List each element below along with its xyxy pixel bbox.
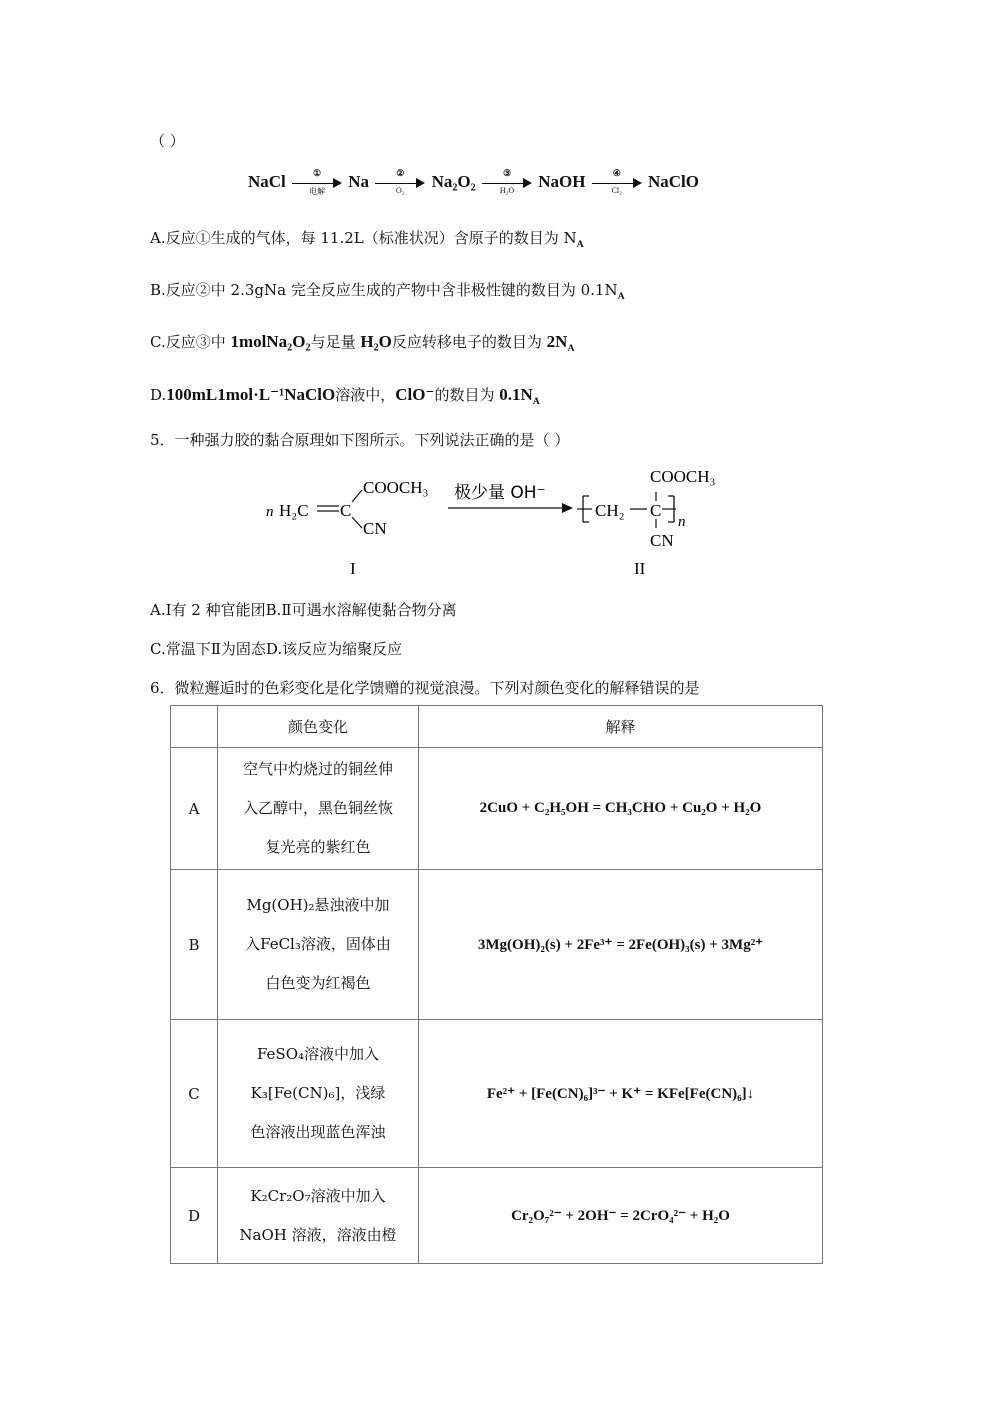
- reaction-chain: [248, 168, 699, 197]
- label-II: II: [634, 559, 646, 578]
- reaction-arrow-3: ③ H₂O: [482, 174, 532, 192]
- table-row: [171, 748, 823, 870]
- q4-option-c: C.反应③中 1molNa₂O₂与足量 H₂O反应转移电子的数目为 $2N_A$: [150, 332, 575, 354]
- q4-option-b: B.反应②中 2.3gNa 完全反应生成的产物中含非极性键的数目为 $0.1N_A$: [150, 281, 625, 302]
- q6-stem: 6．微粒邂逅时的色彩变化是化学馈赠的视觉浪漫。下列对颜色变化的解释错误的是: [150, 679, 700, 697]
- reaction-arrow-4: ④ Cl₂: [592, 174, 642, 192]
- chain-species-3: Na₂O₂: [431, 172, 476, 191]
- row-change: FeSO₄溶液中加入 K₃[Fe(CN)₆]，浅绿 色溶液出现蓝色浑浊: [218, 1020, 419, 1168]
- q4-option-d: D.100mL1mol·L⁻¹NaClO溶液中，ClO⁻的数目为 $0.1N_A$: [150, 385, 540, 407]
- q5-options-ab: A.Ⅰ有 2 种官能团B.Ⅱ可遇水溶解使黏合物分离: [150, 601, 457, 619]
- q5-options-cd: C.常温下Ⅱ为固态D.该反应为缩聚反应: [150, 640, 403, 658]
- header-explain: 解释: [419, 706, 823, 748]
- row-equation: Cr₂O₇²⁻ + 2OH⁻ = 2CrO₄²⁻ + H₂O: [419, 1168, 823, 1264]
- row-equation: 2CuO + C₂H₅OH = CH₃CHO + Cu₂O + H₂O: [419, 748, 823, 870]
- header-empty-cell: [171, 706, 218, 748]
- q5-stem: 5．一种强力胶的黏合原理如下图所示。下列说法正确的是（ ）: [150, 431, 570, 449]
- reaction-arrow-1: ① 电解: [292, 174, 342, 192]
- monomer-cn: CN: [363, 519, 387, 538]
- table-row: [171, 870, 823, 1020]
- row-change: Mg(OH)₂悬浊液中加 入FeCl₃溶液，固体由 白色变为红褐色: [218, 870, 419, 1020]
- polymer-c: C: [650, 501, 662, 520]
- monomer-h2c: H₂C: [279, 501, 309, 520]
- row-key: C: [171, 1020, 218, 1168]
- row-key: D: [171, 1168, 218, 1264]
- chain-species-4: NaOH: [538, 172, 586, 191]
- polymer-ch2: CH₂: [595, 501, 625, 520]
- table-header-row: [171, 706, 823, 748]
- polymer-cn: CN: [650, 531, 674, 550]
- condition-label: 极少量 OH⁻: [454, 483, 546, 503]
- color-change-table: [170, 705, 823, 1264]
- row-equation: 3Mg(OH)₂(s) + 2Fe³⁺ = 2Fe(OH)₃(s) + 3Mg²⁺: [419, 870, 823, 1020]
- q4-option-a: A.反应①生成的气体，每 11.2L（标准状况）含原子的数目为 $N_A$: [150, 229, 584, 250]
- chain-species-1: NaCl: [248, 172, 286, 191]
- polymer-n: n: [678, 514, 686, 530]
- monomer-n: n: [266, 504, 274, 520]
- polymer-cooch3: COOCH₃: [650, 467, 716, 486]
- row-equation: Fe²⁺ + [Fe(CN)₆]³⁻ + K⁺ = KFe[Fe(CN)₆]↓: [419, 1020, 823, 1168]
- polymerization-svg: [262, 462, 742, 580]
- chain-species-2: Na: [348, 172, 370, 191]
- row-key: A: [171, 748, 218, 870]
- monomer-cooch3: COOCH₃: [363, 478, 429, 497]
- label-I: I: [350, 559, 356, 578]
- row-key: B: [171, 870, 218, 1020]
- table-row: [171, 1168, 823, 1264]
- row-change: 空气中灼烧过的铜丝伸 入乙醇中，黑色铜丝恢 复光亮的紫红色: [218, 748, 419, 870]
- answer-paren: （ ）: [150, 132, 185, 150]
- row-change: K₂Cr₂O₇溶液中加入 NaOH 溶液，溶液由橙: [218, 1168, 419, 1264]
- reaction-arrow-2: ② O₂: [375, 174, 425, 192]
- monomer-c: C: [340, 501, 352, 520]
- table-row: [171, 1020, 823, 1168]
- header-change: 颜色变化: [218, 706, 419, 748]
- chain-species-5: NaClO: [648, 172, 699, 191]
- polymerization-diagram: [262, 462, 742, 580]
